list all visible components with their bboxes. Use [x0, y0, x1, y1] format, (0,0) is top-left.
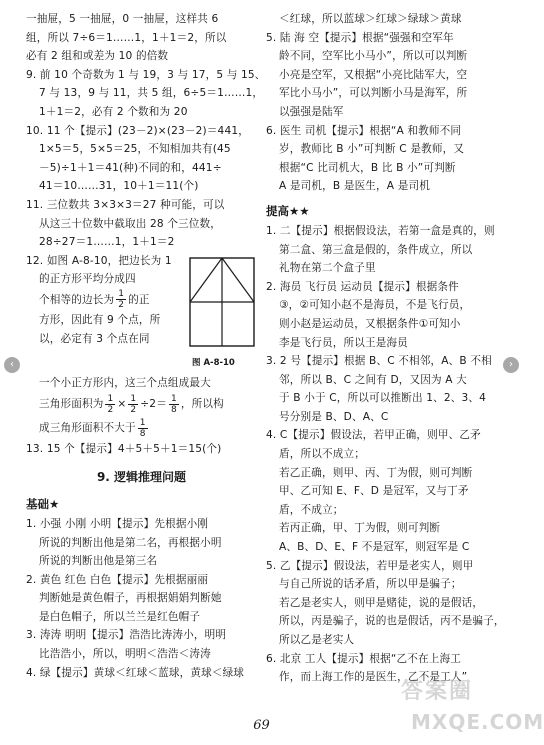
text-line: 号分别是 B、D、A、C — [279, 410, 389, 423]
fraction-numerator: 1 — [130, 393, 137, 404]
text-fragment: 成三角形面积不大于 — [39, 422, 136, 435]
text-line: 13. 15 个【提示】4＋5＋5＋1＝15(个) — [26, 443, 222, 456]
text-line: 所说的判断出他是第三名 — [39, 555, 158, 568]
text-line: 所以，丙是骗子，说的也是假话，丙不是骗子， — [279, 615, 505, 628]
text-line: 4. 绿【提示】黄球＜红球＜蓝球，黄球＜绿球 — [26, 666, 245, 679]
fraction-numerator: 1 — [107, 393, 114, 404]
subsection-title: 提高★★ — [266, 203, 310, 218]
text-line: 10. 11 个【提示】(23－2)×(23－2)＝441， — [26, 124, 249, 137]
page-number: 69 — [253, 718, 270, 733]
text-line: 若乙正确，则甲、丙、丁为假，则可判断 — [279, 466, 473, 479]
text-fragment: 三角形面积为 — [39, 398, 104, 411]
text-line: 若乙是老实人，则甲是赌徒，说的是假话， — [279, 596, 484, 609]
text-line: 甲、乙可知 E、F、D 是冠军，又与丁矛 — [279, 485, 469, 498]
fraction — [169, 394, 179, 415]
fraction-denominator: 2 — [118, 300, 125, 311]
text-line: 11. 三位数共 3×3×3＝27 种可能，可以 — [26, 198, 225, 211]
fraction — [116, 289, 126, 310]
text-line: 组，所以 7÷6＝1……1，1＋1＝2，所以 — [26, 31, 227, 44]
fraction — [128, 394, 138, 415]
text-line: 2. 海员 飞行员 运动员【提示】根据条件 — [266, 280, 459, 293]
text-line: －5)÷1＋1＝41(种)不同的和，441÷ — [39, 161, 222, 174]
text-fragment: 个相等的边长为 — [39, 293, 115, 306]
text-line: 所说的判断出他是第二名，再根据小明 — [39, 536, 222, 549]
text-line: 岁，教师比 B 小”可判断 C 是教师，又 — [279, 143, 465, 156]
text-line: 所以乙是老实人 — [279, 634, 355, 646]
fraction-numerator: 1 — [170, 393, 177, 404]
text-line: ③，②可知小赵不是海员，不是飞行员， — [279, 299, 471, 312]
watermark-text: 答案圈 — [401, 679, 474, 704]
text-line: 若丙正确，甲、丁为假，则可判断 — [279, 522, 441, 535]
text-line: 是白色帽子，所以兰兰是红色帽子 — [39, 610, 201, 623]
text-line: 41＝10……31，10＋1＝11(个) — [39, 180, 199, 193]
section-title: 9. 逻辑推理问题 — [96, 469, 187, 484]
fraction-denominator: 2 — [107, 404, 114, 415]
fraction-numerator: 1 — [139, 417, 146, 428]
text-line: ＜红球，所以蓝球＞红球＞绿球＞黄球 — [279, 13, 462, 25]
text-line: 28÷27＝1……1，1＋1＝2 — [39, 236, 175, 249]
text-line: 必有 2 组和或差为 10 的倍数 — [26, 50, 169, 63]
text-fragment: ÷2＝ — [140, 398, 167, 411]
text-line: 的正方形平均分成四 — [39, 273, 136, 286]
text-line: 比浩浩小，所以，明明＜浩浩＜涛涛 — [39, 648, 211, 661]
text-line — [26, 416, 257, 440]
text-line: 于 B 小于 C，所以可以推断出 1、2、3、4 — [279, 392, 487, 405]
text-line: 李是飞行员，所以王是海员 — [279, 336, 408, 349]
text-fragment: ，所以构 — [180, 398, 224, 411]
text-line: 盾，不成立； — [279, 503, 344, 516]
text-line: A 是司机，B 是医生，A 是司机 — [279, 180, 430, 193]
fraction-denominator: 2 — [130, 404, 137, 415]
text-line: 一抽屉，5 一抽屉，0 一抽屉，这样共 6 — [26, 13, 219, 25]
right-column — [266, 10, 505, 687]
text-line — [26, 392, 257, 416]
triangle-edge — [222, 258, 254, 302]
text-line: 1×5＝5，5×5＝25，不知相加共有(45 — [39, 143, 231, 156]
text-line: 第二盒、第三盒是假的，条件成立，所以 — [279, 243, 473, 256]
text-line: 礼物在第二个盒子里 — [279, 262, 376, 275]
text-fragment: × — [117, 398, 127, 411]
text-line: 9. 前 10 个奇数为 1 与 19，3 与 17，5 与 15、 — [26, 68, 266, 81]
fraction — [138, 418, 148, 439]
text-line: 1＋1＝2，必有 2 个数和为 20 — [39, 105, 188, 118]
fraction-denominator: 8 — [139, 428, 146, 439]
text-line: 方形，因此有 9 个点，所 — [39, 313, 161, 326]
text-line: 根据“C 比司机大，B 比 B 小”可判断 — [279, 161, 456, 174]
text-line: 盾，所以不成立； — [279, 448, 365, 461]
text-line: 与自己所说的话矛盾，所以甲是骗子； — [279, 578, 462, 591]
square-division-figure — [188, 254, 256, 352]
text-line: 则小赵是运动员，又根据条件①可知小 — [279, 317, 461, 330]
text-line: 小亮是空军，又根据“小亮比陆军大，空 — [279, 68, 468, 81]
text-line — [26, 289, 176, 311]
question-12-block — [26, 252, 257, 374]
text-line: 4. C【提示】假设法，若甲正确，则甲、乙矛 — [266, 429, 481, 442]
text-line: 军比小马小”，可以判断小马是海军，所 — [279, 87, 468, 100]
text-line: 6. 北京 工人【提示】根据“乙不在上海工 — [266, 652, 461, 665]
text-line: 以，必定有 3 个点在同 — [39, 332, 150, 345]
left-column — [26, 10, 266, 682]
text-line: 2. 黄色 红色 白色【提示】先根据丽丽 — [26, 573, 209, 586]
text-line: 一个小正方形内，这三个点组成最大 — [39, 376, 211, 389]
triangle-edge — [190, 258, 222, 302]
fraction — [105, 394, 115, 415]
figure-caption: 图 A-8-10 — [192, 357, 235, 368]
text-line: 5. 乙【提示】假设法，若甲是老实人，则甲 — [266, 559, 474, 572]
text-fragment: 的正 — [128, 293, 150, 306]
text-line: 判断她是黄色帽子，再根据娟娟判断她 — [39, 592, 222, 605]
text-line: 龄不同，空军比小马小”，所以可以判断 — [279, 50, 468, 63]
text-line: 7 与 13，9 与 11，共 5 组，6÷5＝1……1， — [39, 87, 264, 100]
text-line: 3. 2 号【提示】根据 B、C 不相邻，A、B 不相 — [266, 355, 492, 368]
text-line: 1. 小强 小刚 小明【提示】先根据小刚 — [26, 517, 209, 530]
text-line: 邻，所以 B、C 之间有 D，又因为 A 大 — [279, 373, 467, 386]
text-line: 6. 医生 司机【提示】根据“A 和教师不同 — [266, 124, 462, 137]
text-line: 12. 如图 A-8-10，把边长为 1 — [26, 254, 172, 267]
text-line: 3. 涛涛 明明【提示】浩浩比涛涛小，明明 — [26, 629, 227, 642]
subsection-title: 基础★ — [26, 496, 60, 511]
text-line: 1. 二【提示】根据假设法，若第一盒是真的，则 — [266, 224, 495, 237]
text-line: A、B、D、E、F 不是冠军，则冠军是 C — [279, 541, 470, 554]
previous-page-arrow-icon[interactable]: ‹ — [4, 357, 20, 373]
text-line: 5. 陆 海 空【提示】根据“强强和空军年 — [266, 31, 454, 44]
text-line: 从这三十位数中截取出 28 个三位数， — [39, 217, 221, 230]
next-page-arrow-icon[interactable]: › — [503, 357, 519, 373]
text-line: 以强强是陆军 — [279, 105, 344, 118]
fraction-denominator: 8 — [170, 404, 177, 415]
text-line: 作，而上海工作的是医生，乙不是工人” — [279, 671, 468, 684]
watermark-url: MXQE.COM — [411, 710, 544, 734]
fraction-numerator: 1 — [118, 289, 125, 300]
